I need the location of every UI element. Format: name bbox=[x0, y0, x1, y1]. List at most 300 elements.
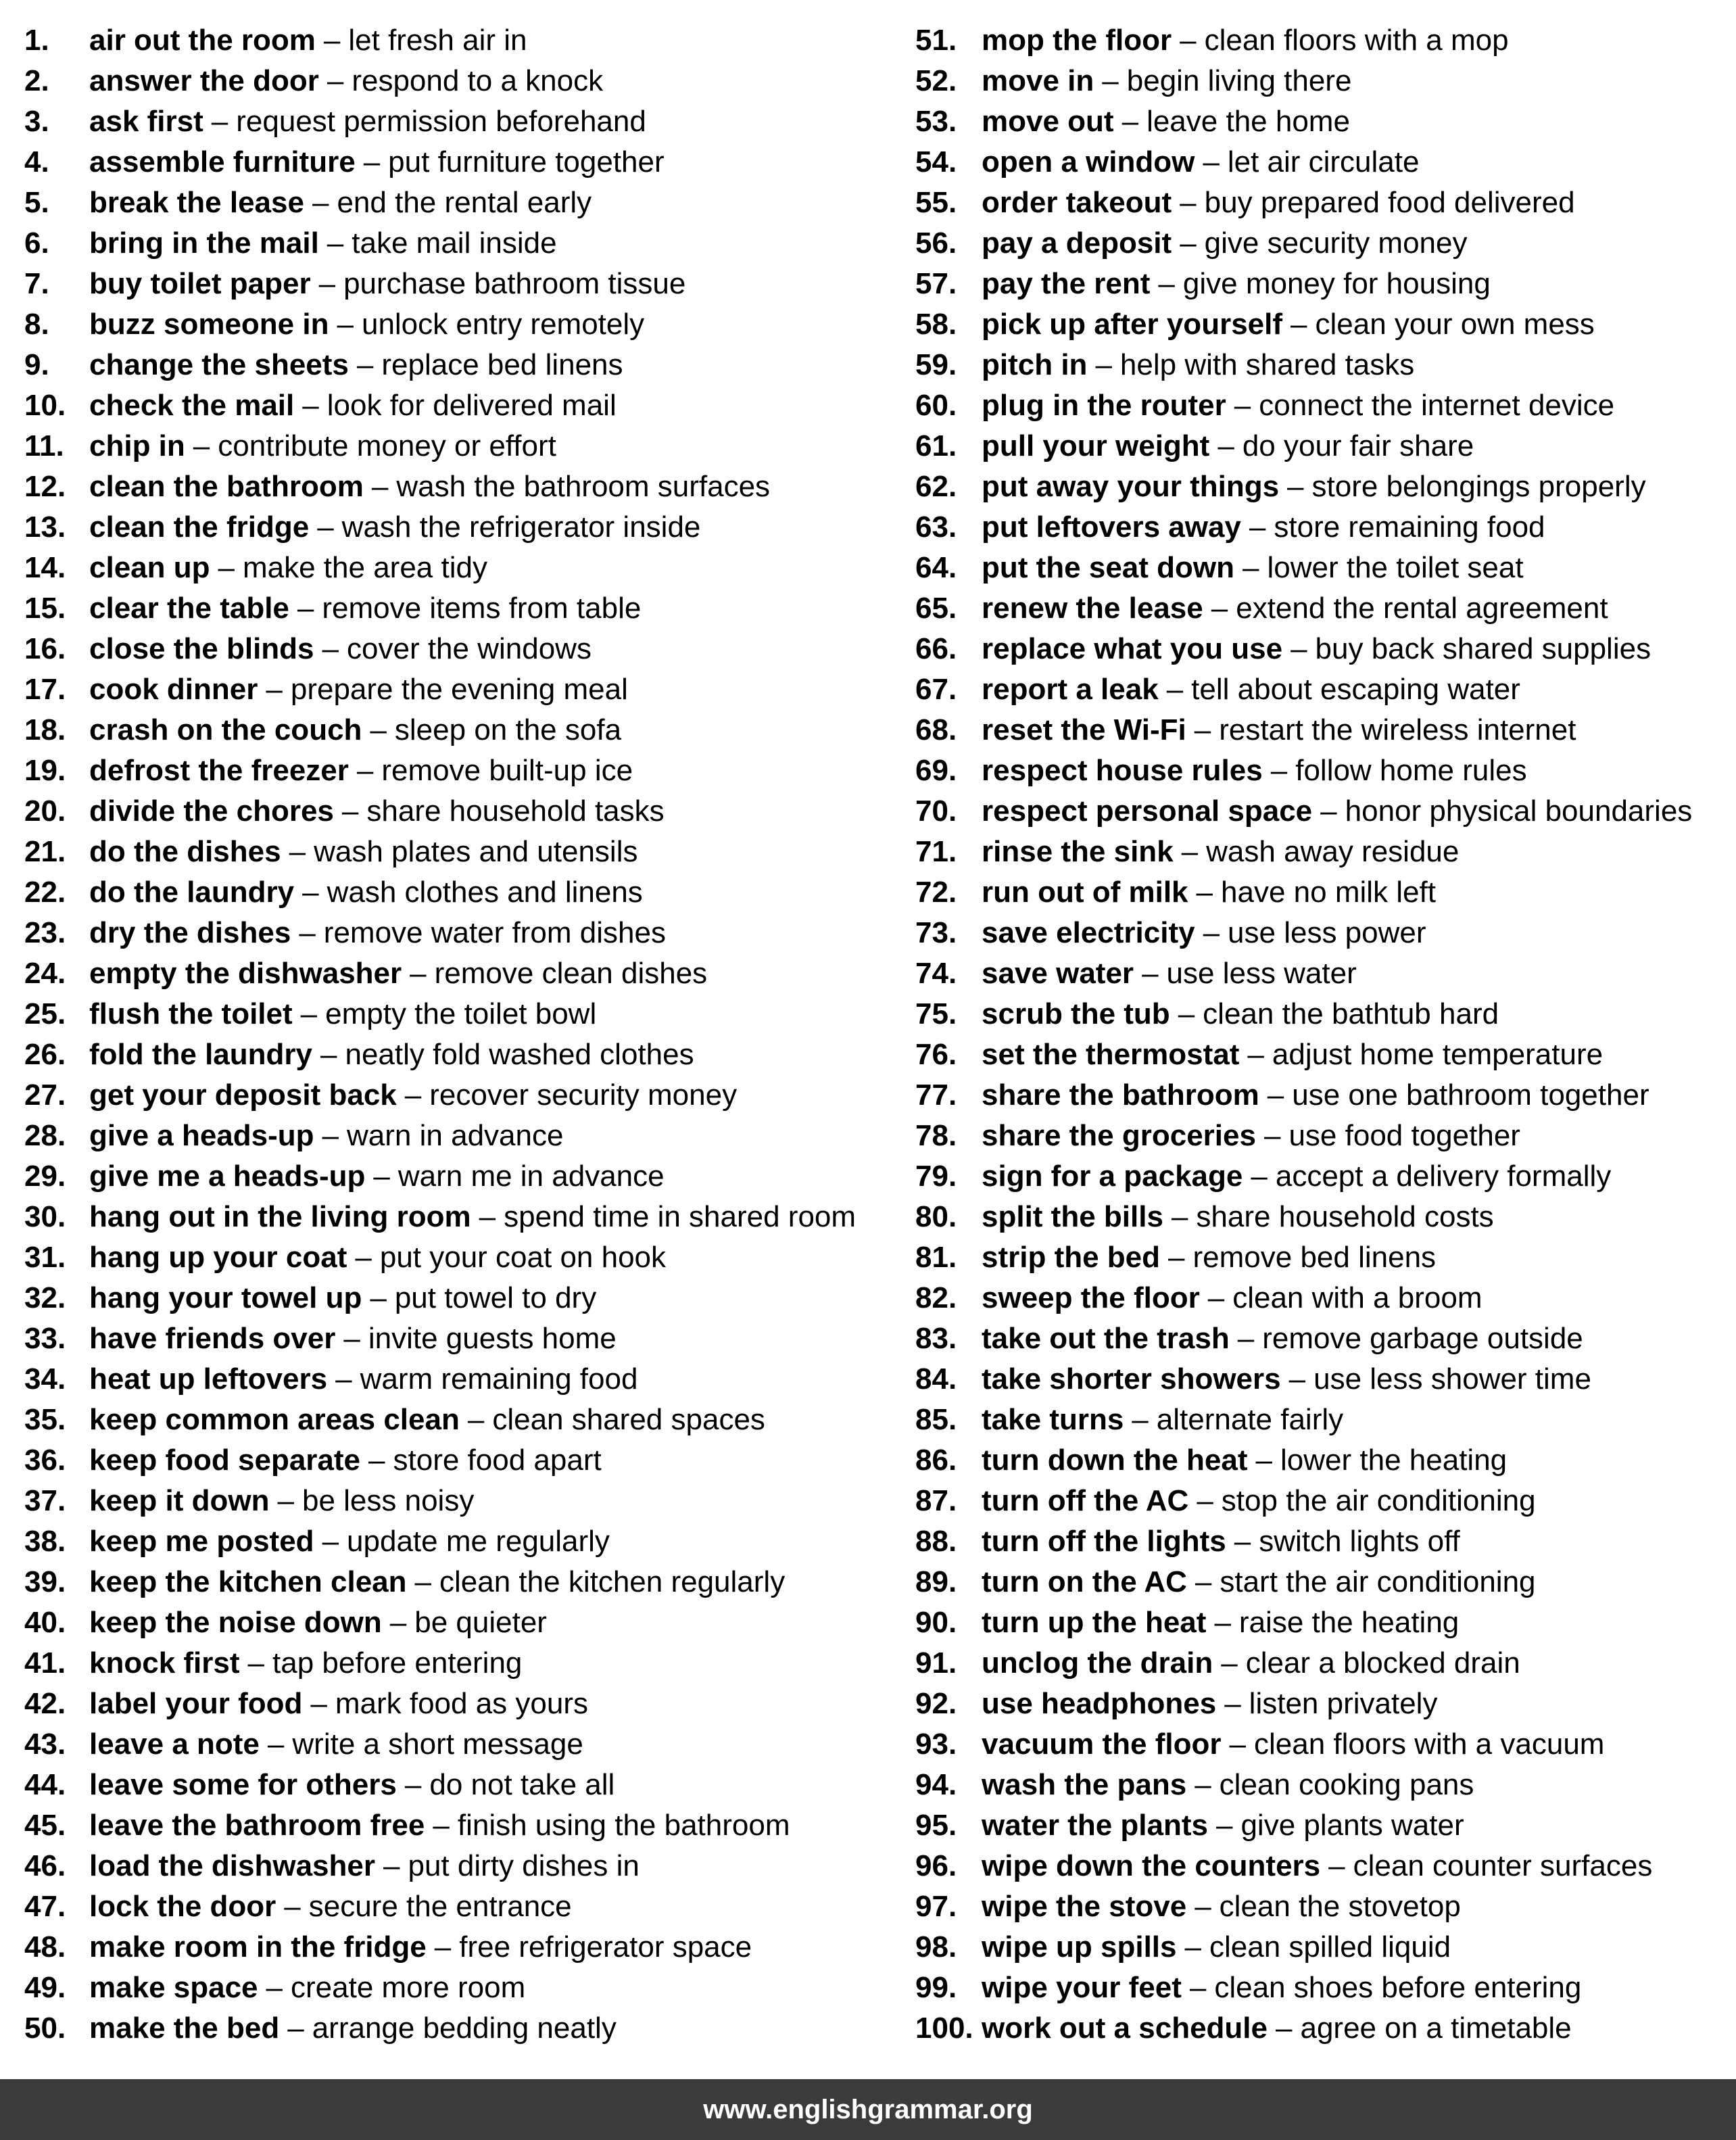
item-number: 44. bbox=[24, 1768, 66, 1801]
item-dash: – bbox=[363, 145, 381, 179]
item-definition: empty the toilet bowl bbox=[325, 997, 597, 1030]
item-dash: – bbox=[1211, 592, 1228, 625]
item-number: 34. bbox=[24, 1362, 66, 1396]
item-phrase: move out bbox=[982, 105, 1114, 138]
list-item bbox=[24, 223, 876, 264]
list-item bbox=[915, 1359, 1727, 1400]
item-definition: store remaining food bbox=[1274, 510, 1545, 544]
item-number: 6. bbox=[24, 227, 49, 260]
item-number: 91. bbox=[915, 1646, 957, 1680]
item-dash: – bbox=[1102, 64, 1119, 97]
item-definition: take mail inside bbox=[352, 227, 557, 260]
item-phrase: split the bills bbox=[982, 1200, 1163, 1233]
item-phrase: assemble furniture bbox=[89, 145, 356, 179]
item-definition: listen privately bbox=[1249, 1687, 1438, 1720]
list-item bbox=[915, 669, 1727, 710]
list-item bbox=[24, 1440, 876, 1481]
item-number: 17. bbox=[24, 673, 66, 706]
item-dash: – bbox=[310, 1687, 327, 1720]
item-phrase: rinse the sink bbox=[982, 835, 1174, 868]
item-definition: put your coat on hook bbox=[379, 1241, 667, 1274]
item-definition: remove water from dishes bbox=[323, 916, 666, 949]
item-number: 85. bbox=[915, 1403, 957, 1436]
item-definition: respond to a knock bbox=[352, 64, 604, 97]
item-definition: secure the entrance bbox=[308, 1890, 572, 1923]
list-item bbox=[24, 20, 876, 61]
item-number: 51. bbox=[915, 24, 957, 57]
item-dash: – bbox=[327, 227, 344, 260]
item-phrase: turn on the AC bbox=[982, 1565, 1187, 1598]
item-dash: – bbox=[1194, 713, 1211, 746]
item-phrase: label your food bbox=[89, 1687, 303, 1720]
item-number: 96. bbox=[915, 1849, 957, 1882]
item-phrase: crash on the couch bbox=[89, 713, 362, 746]
item-phrase: hang your towel up bbox=[89, 1281, 362, 1314]
item-dash: – bbox=[343, 1322, 360, 1355]
item-phrase: fold the laundry bbox=[89, 1038, 312, 1071]
list-item bbox=[24, 751, 876, 791]
item-definition: neatly fold washed clothes bbox=[345, 1038, 694, 1071]
item-definition: end the rental early bbox=[337, 186, 592, 219]
item-phrase: clean the bathroom bbox=[89, 470, 364, 503]
item-definition: sleep on the sofa bbox=[394, 713, 622, 746]
item-number: 47. bbox=[24, 1890, 66, 1923]
list-item bbox=[24, 629, 876, 669]
list-item bbox=[24, 101, 876, 142]
list-item bbox=[915, 832, 1727, 872]
list-item bbox=[915, 2008, 1727, 2049]
list-item bbox=[915, 304, 1727, 345]
list-item bbox=[24, 1197, 876, 1237]
item-phrase: order takeout bbox=[982, 186, 1172, 219]
item-definition: store food apart bbox=[393, 1444, 602, 1477]
item-dash: – bbox=[433, 1809, 450, 1842]
list-item bbox=[24, 1400, 876, 1440]
item-dash: – bbox=[284, 1890, 301, 1923]
item-phrase: defrost the freezer bbox=[89, 754, 349, 787]
list-item bbox=[24, 1684, 876, 1724]
item-number: 2. bbox=[24, 64, 49, 97]
item-number: 78. bbox=[915, 1119, 957, 1152]
item-definition: arrange bedding neatly bbox=[312, 2012, 617, 2045]
item-number: 32. bbox=[24, 1281, 66, 1314]
list-item bbox=[24, 1886, 876, 1927]
item-dash: – bbox=[1217, 429, 1234, 462]
list-item bbox=[24, 304, 876, 345]
phrase-list-right-column bbox=[915, 20, 1727, 2049]
item-dash: – bbox=[211, 105, 228, 138]
item-number: 22. bbox=[24, 876, 66, 909]
item-dash: – bbox=[1195, 1565, 1212, 1598]
item-dash: – bbox=[1267, 1078, 1284, 1112]
item-dash: – bbox=[1168, 1241, 1185, 1274]
item-phrase: pick up after yourself bbox=[982, 308, 1283, 341]
item-dash: – bbox=[247, 1646, 264, 1680]
item-phrase: plug in the router bbox=[982, 389, 1226, 422]
item-definition: stop the air conditioning bbox=[1221, 1484, 1536, 1517]
item-definition: clean counter surfaces bbox=[1353, 1849, 1653, 1882]
item-phrase: give a heads-up bbox=[89, 1119, 314, 1152]
item-number: 77. bbox=[915, 1078, 957, 1112]
item-phrase: make the bed bbox=[89, 2012, 280, 2045]
list-item bbox=[915, 1116, 1727, 1156]
item-number: 84. bbox=[915, 1362, 957, 1396]
list-item bbox=[24, 467, 876, 507]
item-dash: – bbox=[1270, 754, 1288, 787]
list-item bbox=[915, 507, 1727, 548]
item-phrase: turn down the heat bbox=[982, 1444, 1248, 1477]
item-dash: – bbox=[410, 957, 427, 990]
item-number: 37. bbox=[24, 1484, 66, 1517]
item-dash: – bbox=[1247, 1038, 1264, 1071]
item-phrase: replace what you use bbox=[982, 632, 1283, 665]
list-item bbox=[915, 791, 1727, 832]
item-phrase: close the blinds bbox=[89, 632, 314, 665]
item-number: 73. bbox=[915, 916, 957, 949]
item-dash: – bbox=[1214, 1606, 1231, 1639]
item-dash: – bbox=[1203, 145, 1220, 179]
item-dash: – bbox=[1178, 997, 1195, 1030]
item-number: 58. bbox=[915, 308, 957, 341]
item-dash: – bbox=[1184, 1930, 1201, 1964]
item-number: 30. bbox=[24, 1200, 66, 1233]
list-item bbox=[915, 1440, 1727, 1481]
list-item bbox=[24, 507, 876, 548]
item-phrase: clean up bbox=[89, 551, 210, 584]
list-item bbox=[915, 1602, 1727, 1643]
item-dash: – bbox=[1142, 957, 1159, 990]
item-phrase: pull your weight bbox=[982, 429, 1210, 462]
item-dash: – bbox=[373, 1160, 390, 1193]
item-number: 31. bbox=[24, 1241, 66, 1274]
list-item bbox=[24, 994, 876, 1035]
item-definition: spend time in shared room bbox=[504, 1200, 857, 1233]
item-definition: start the air conditioning bbox=[1220, 1565, 1536, 1598]
item-number: 94. bbox=[915, 1768, 957, 1801]
list-item bbox=[915, 913, 1727, 953]
item-phrase: run out of milk bbox=[982, 876, 1188, 909]
item-number: 42. bbox=[24, 1687, 66, 1720]
item-dash: – bbox=[1287, 470, 1304, 503]
item-number: 36. bbox=[24, 1444, 66, 1477]
list-item bbox=[24, 1724, 876, 1765]
item-number: 75. bbox=[915, 997, 957, 1030]
list-item bbox=[24, 1237, 876, 1278]
item-phrase: respect house rules bbox=[982, 754, 1263, 787]
list-item bbox=[24, 588, 876, 629]
list-item bbox=[915, 264, 1727, 304]
item-phrase: keep me posted bbox=[89, 1525, 314, 1558]
item-dash: – bbox=[1196, 876, 1213, 909]
item-phrase: leave the bathroom free bbox=[89, 1809, 425, 1842]
item-number: 63. bbox=[915, 510, 957, 544]
item-dash: – bbox=[266, 1971, 283, 2004]
list-item bbox=[915, 1481, 1727, 1521]
item-phrase: use headphones bbox=[982, 1687, 1217, 1720]
item-definition: use one bathroom together bbox=[1292, 1078, 1649, 1112]
item-definition: put furniture together bbox=[388, 145, 665, 179]
item-phrase: set the thermostat bbox=[982, 1038, 1240, 1071]
item-phrase: have friends over bbox=[89, 1322, 336, 1355]
item-phrase: vacuum the floor bbox=[982, 1728, 1222, 1761]
list-item bbox=[915, 1846, 1727, 1886]
list-item bbox=[915, 20, 1727, 61]
list-item bbox=[24, 426, 876, 467]
list-item bbox=[24, 953, 876, 994]
item-dash: – bbox=[1263, 1119, 1281, 1152]
item-definition: wash away residue bbox=[1206, 835, 1460, 868]
item-dash: – bbox=[404, 1078, 422, 1112]
item-phrase: pay the rent bbox=[982, 267, 1151, 300]
item-phrase: keep the noise down bbox=[89, 1606, 382, 1639]
item-definition: clean shoes before entering bbox=[1214, 1971, 1582, 2004]
item-dash: – bbox=[355, 1241, 372, 1274]
item-number: 67. bbox=[915, 673, 957, 706]
item-number: 25. bbox=[24, 997, 66, 1030]
list-item bbox=[24, 1562, 876, 1602]
item-number: 71. bbox=[915, 835, 957, 868]
list-item bbox=[915, 1684, 1727, 1724]
list-item bbox=[24, 1481, 876, 1521]
item-dash: – bbox=[1237, 1322, 1255, 1355]
list-item bbox=[24, 2008, 876, 2049]
item-dash: – bbox=[371, 470, 389, 503]
item-number: 5. bbox=[24, 186, 49, 219]
item-definition: finish using the bathroom bbox=[457, 1809, 790, 1842]
item-dash: – bbox=[467, 1403, 485, 1436]
list-item bbox=[24, 1075, 876, 1116]
item-number: 48. bbox=[24, 1930, 66, 1964]
item-number: 99. bbox=[915, 1971, 957, 2004]
item-definition: contribute money or effort bbox=[218, 429, 556, 462]
item-definition: put dirty dishes in bbox=[408, 1849, 640, 1882]
list-item bbox=[915, 223, 1727, 264]
item-dash: – bbox=[434, 1930, 452, 1964]
item-dash: – bbox=[370, 713, 387, 746]
list-item bbox=[24, 345, 876, 385]
item-number: 70. bbox=[915, 794, 957, 828]
item-dash: – bbox=[1181, 835, 1199, 868]
item-phrase: hang up your coat bbox=[89, 1241, 347, 1274]
item-definition: lower the toilet seat bbox=[1267, 551, 1524, 584]
item-phrase: divide the chores bbox=[89, 794, 334, 828]
phrase-list bbox=[0, 20, 1736, 2055]
footer-bar bbox=[0, 2079, 1736, 2140]
item-phrase: put away your things bbox=[982, 470, 1280, 503]
item-dash: – bbox=[297, 592, 314, 625]
list-item bbox=[915, 385, 1727, 426]
item-phrase: clear the table bbox=[89, 592, 289, 625]
item-number: 54. bbox=[915, 145, 957, 179]
item-phrase: hang out in the living room bbox=[89, 1200, 471, 1233]
item-phrase: pay a deposit bbox=[982, 227, 1172, 260]
item-number: 3. bbox=[24, 105, 49, 138]
item-definition: cover the windows bbox=[347, 632, 592, 665]
list-item bbox=[24, 832, 876, 872]
item-number: 18. bbox=[24, 713, 66, 746]
item-dash: – bbox=[341, 794, 359, 828]
item-dash: – bbox=[277, 1484, 294, 1517]
item-number: 28. bbox=[24, 1119, 66, 1152]
item-dash: – bbox=[1221, 1646, 1238, 1680]
item-dash: – bbox=[1195, 1890, 1211, 1923]
item-dash: – bbox=[335, 1362, 352, 1396]
item-phrase: wipe the stove bbox=[982, 1890, 1187, 1923]
item-dash: – bbox=[1328, 1849, 1345, 1882]
item-number: 57. bbox=[915, 267, 957, 300]
item-phrase: leave a note bbox=[89, 1728, 260, 1761]
item-number: 65. bbox=[915, 592, 957, 625]
item-phrase: take out the trash bbox=[982, 1322, 1230, 1355]
item-definition: raise the heating bbox=[1238, 1606, 1460, 1639]
item-phrase: turn off the lights bbox=[982, 1525, 1226, 1558]
item-dash: – bbox=[218, 551, 235, 584]
item-dash: – bbox=[1158, 267, 1175, 300]
item-dash: – bbox=[302, 876, 319, 909]
item-phrase: do the dishes bbox=[89, 835, 281, 868]
list-item bbox=[24, 1278, 876, 1318]
item-dash: – bbox=[322, 1525, 339, 1558]
item-dash: – bbox=[1291, 308, 1307, 341]
list-item bbox=[915, 1075, 1727, 1116]
item-phrase: empty the dishwasher bbox=[89, 957, 402, 990]
item-number: 9. bbox=[24, 348, 49, 381]
item-phrase: air out the room bbox=[89, 24, 316, 57]
item-definition: clean your own mess bbox=[1315, 308, 1595, 341]
item-phrase: water the plants bbox=[982, 1809, 1208, 1842]
item-definition: let air circulate bbox=[1227, 145, 1420, 179]
list-item bbox=[24, 791, 876, 832]
item-phrase: bring in the mail bbox=[89, 227, 319, 260]
item-definition: share household tasks bbox=[366, 794, 665, 828]
list-item bbox=[915, 1521, 1727, 1562]
item-definition: clean shared spaces bbox=[492, 1403, 765, 1436]
item-number: 81. bbox=[915, 1241, 957, 1274]
item-definition: replace bed linens bbox=[381, 348, 623, 381]
list-item bbox=[24, 142, 876, 183]
list-item bbox=[24, 1318, 876, 1359]
item-definition: make the area tidy bbox=[242, 551, 487, 584]
item-number: 52. bbox=[915, 64, 957, 97]
list-item bbox=[24, 1643, 876, 1684]
list-item bbox=[915, 345, 1727, 385]
item-number: 50. bbox=[24, 2012, 66, 2045]
item-number: 59. bbox=[915, 348, 957, 381]
item-dash: – bbox=[1095, 348, 1112, 381]
item-number: 68. bbox=[915, 713, 957, 746]
item-number: 8. bbox=[24, 308, 49, 341]
list-item bbox=[915, 548, 1727, 588]
item-number: 89. bbox=[915, 1565, 957, 1598]
list-item bbox=[915, 1237, 1727, 1278]
list-item bbox=[915, 142, 1727, 183]
list-item bbox=[24, 1602, 876, 1643]
list-item bbox=[24, 1846, 876, 1886]
item-definition: give plants water bbox=[1240, 1809, 1464, 1842]
list-item bbox=[915, 1724, 1727, 1765]
item-dash: – bbox=[1171, 1200, 1188, 1233]
item-definition: restart the wireless internet bbox=[1219, 713, 1576, 746]
item-dash: – bbox=[1320, 794, 1337, 828]
item-dash: – bbox=[1255, 1444, 1273, 1477]
item-definition: help with shared tasks bbox=[1119, 348, 1415, 381]
item-definition: invite guests home bbox=[368, 1322, 617, 1355]
list-item bbox=[24, 1521, 876, 1562]
item-dash: – bbox=[1180, 186, 1197, 219]
item-definition: give money for housing bbox=[1182, 267, 1491, 300]
phrase-list-left-column bbox=[24, 20, 876, 2049]
item-definition: mark food as yours bbox=[335, 1687, 588, 1720]
item-definition: alternate fairly bbox=[1156, 1403, 1344, 1436]
item-number: 29. bbox=[24, 1160, 66, 1193]
item-definition: free refrigerator space bbox=[459, 1930, 752, 1964]
item-number: 7. bbox=[24, 267, 49, 300]
item-phrase: sweep the floor bbox=[982, 1281, 1200, 1314]
list-item bbox=[915, 1400, 1727, 1440]
item-phrase: ask first bbox=[89, 105, 203, 138]
item-number: 66. bbox=[915, 632, 957, 665]
item-number: 15. bbox=[24, 592, 66, 625]
list-item bbox=[915, 426, 1727, 467]
item-dash: – bbox=[287, 2012, 304, 2045]
item-phrase: renew the lease bbox=[982, 592, 1203, 625]
item-phrase: knock first bbox=[89, 1646, 240, 1680]
item-dash: – bbox=[1195, 1768, 1211, 1801]
list-item bbox=[24, 1359, 876, 1400]
item-definition: purchase bathroom tissue bbox=[343, 267, 686, 300]
list-item bbox=[24, 61, 876, 101]
item-definition: remove bed linens bbox=[1192, 1241, 1437, 1274]
item-definition: tell about escaping water bbox=[1191, 673, 1520, 706]
item-dash: – bbox=[337, 308, 354, 341]
list-item bbox=[24, 385, 876, 426]
item-phrase: check the mail bbox=[89, 389, 295, 422]
item-phrase: cook dinner bbox=[89, 673, 258, 706]
item-number: 100. bbox=[915, 2012, 973, 2045]
item-number: 10. bbox=[24, 389, 66, 422]
list-item bbox=[24, 1765, 876, 1805]
item-dash: – bbox=[299, 916, 316, 949]
item-phrase: respect personal space bbox=[982, 794, 1313, 828]
item-definition: have no milk left bbox=[1221, 876, 1436, 909]
item-phrase: scrub the tub bbox=[982, 997, 1170, 1030]
footer-url: www.englishgrammar.org bbox=[703, 2094, 1033, 2124]
item-dash: – bbox=[300, 997, 318, 1030]
item-dash: – bbox=[327, 64, 344, 97]
item-number: 19. bbox=[24, 754, 66, 787]
item-phrase: save electricity bbox=[982, 916, 1195, 949]
item-phrase: put the seat down bbox=[982, 551, 1234, 584]
item-number: 87. bbox=[915, 1484, 957, 1517]
item-phrase: buy toilet paper bbox=[89, 267, 311, 300]
list-item bbox=[915, 61, 1727, 101]
list-item bbox=[24, 872, 876, 913]
list-item bbox=[915, 1156, 1727, 1197]
item-number: 60. bbox=[915, 389, 957, 422]
item-dash: – bbox=[322, 1119, 339, 1152]
item-definition: recover security money bbox=[429, 1078, 738, 1112]
item-definition: lower the heating bbox=[1280, 1444, 1508, 1477]
item-definition: clean with a broom bbox=[1232, 1281, 1482, 1314]
item-phrase: strip the bed bbox=[982, 1241, 1161, 1274]
item-number: 55. bbox=[915, 186, 957, 219]
item-number: 38. bbox=[24, 1525, 66, 1558]
item-definition: use less shower time bbox=[1313, 1362, 1591, 1396]
item-phrase: break the lease bbox=[89, 186, 304, 219]
item-dash: – bbox=[318, 267, 336, 300]
item-definition: unlock entry remotely bbox=[361, 308, 645, 341]
item-phrase: sign for a package bbox=[982, 1160, 1243, 1193]
